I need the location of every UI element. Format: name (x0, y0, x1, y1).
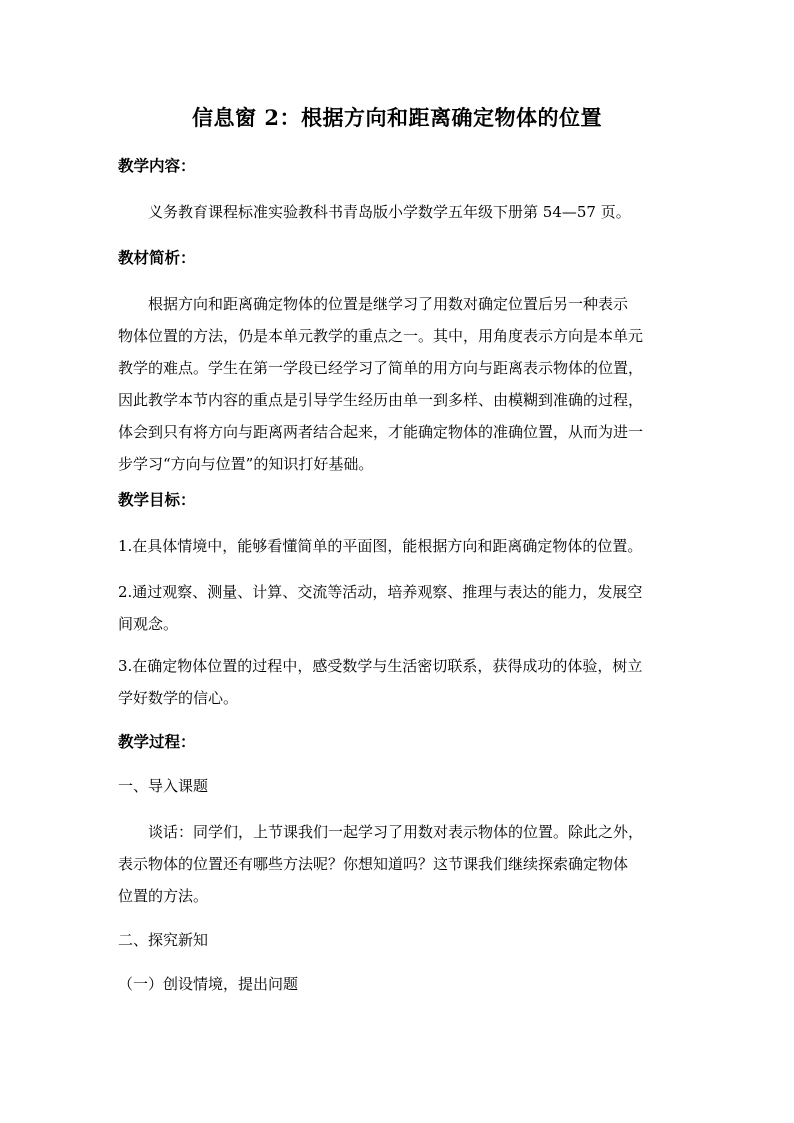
paragraph-line: 义务教育课程标准实验教科书青岛版小学数学五年级下册第 54—57 页。 (148, 203, 631, 221)
step1-paragraph (118, 816, 683, 912)
paragraph-line: 位置的方法。 (118, 887, 209, 905)
paragraph-line: 谈话：同学们，上节课我们一起学习了用数对表示物体的位置。除此之外， (148, 823, 644, 841)
paragraph-line: 表示物体的位置还有哪些方法呢？你想知道吗？这节课我们继续探索确定物体 (118, 855, 629, 873)
step2-subheading (118, 968, 683, 1000)
material-analysis-paragraph (118, 288, 683, 480)
step1-heading (118, 770, 683, 802)
paragraph-line: 一、导入课题 (118, 777, 209, 795)
paragraph-line: 教学的难点。学生在第一学段已经学习了简单的用方向与距离表示物体的位置， (118, 359, 644, 377)
goal-item-3 (118, 650, 683, 714)
paragraph-line: （一）创设情境，提出问题 (118, 975, 299, 993)
paragraph-line: 步学习“方向与位置”的知识打好基础。 (118, 455, 374, 473)
paragraph-line: 1.在具体情境中，能够看懂简单的平面图，能根据方向和距离确定物体的位置。 (118, 537, 643, 555)
step2-heading (118, 924, 683, 956)
goal-item-1 (118, 530, 683, 562)
paragraph-line: 3.在确定物体位置的过程中，感受数学与生活密切联系，获得成功的体验，树立 (118, 657, 643, 675)
paragraph-line: 物体位置的方法，仍是本单元教学的重点之一。其中，用角度表示方向是本单元 (118, 327, 644, 345)
heading-teaching-goals: 教学目标： (118, 490, 196, 509)
paragraph-line: 学好数学的信心。 (118, 689, 239, 707)
document-title: 信息窗 2：根据方向和距离确定物体的位置 (192, 105, 602, 130)
heading-teaching-process: 教学过程： (118, 732, 196, 751)
goal-item-2 (118, 576, 683, 640)
paragraph-line: 体会到只有将方向与距离两者结合起来，才能确定物体的准确位置，从而为进一 (118, 423, 644, 441)
paragraph-line: 间观念。 (118, 615, 179, 633)
teaching-content-text (118, 196, 683, 228)
heading-material-analysis: 教材简析： (118, 248, 196, 267)
paragraph-line: 2.通过观察、测量、计算、交流等活动，培养观察、推理与表达的能力，发展空 (118, 583, 643, 601)
paragraph-line: 根据方向和距离确定物体的位置是继学习了用数对确定位置后另一种表示 (148, 295, 629, 313)
paragraph-line: 因此教学本节内容的重点是引导学生经历由单一到多样、由模糊到准确的过程， (118, 391, 644, 409)
heading-teaching-content: 教学内容： (118, 156, 196, 175)
paragraph-line: 二、探究新知 (118, 931, 209, 949)
